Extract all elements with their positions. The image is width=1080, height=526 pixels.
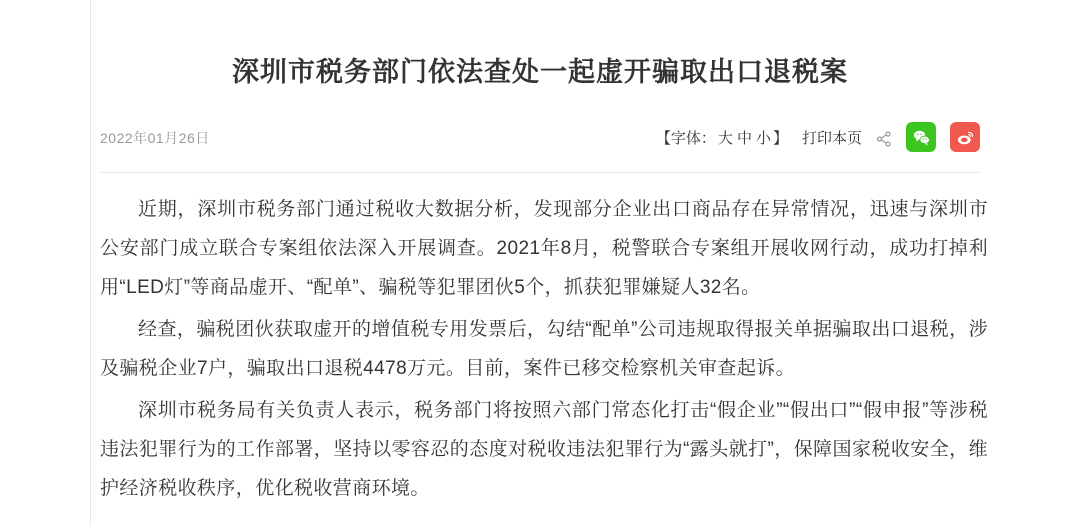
- font-size-close: 】: [772, 129, 788, 147]
- publish-date: 2022年01月26日: [100, 130, 210, 146]
- meta-actions: [656, 122, 980, 152]
- article-paragraph: 经查，骗税团伙获取虚开的增值税专用发票后，勾结“配单”公司违规取得报关单据骗取出口退税，涉及骗税企业7户，骗取出口退税4478万元。目前，案件已移交检察机关审查起诉。: [100, 319, 988, 379]
- font-size-label: 【字体：: [655, 129, 716, 147]
- wechat-icon[interactable]: [906, 122, 936, 152]
- article-body: [100, 190, 988, 511]
- font-size-medium[interactable]: 中: [736, 129, 752, 147]
- share-icon[interactable]: [876, 131, 892, 147]
- article-paragraph: 深圳市税务局有关负责人表示，税务部门将按照六部门常态化打击“假企业”“假出口”“假申报”等涉税违法犯罪行为的工作部署，坚持以零容忍的态度对税收违法犯罪行为“露头就打”，保障国家税收安全，维护经济税收秩序，优化税收营商环境。: [100, 400, 988, 499]
- weibo-icon[interactable]: [950, 122, 980, 152]
- article-paragraph: 近期，深圳市税务部门通过税收大数据分析，发现部分企业出口商品存在异常情况，迅速与深圳市公安部门成立联合专案组依法深入开展调查。2021年8月，税警联合专案组开展收网行动，成功打掉利用“LED灯”等商品虚开、“配单”、骗税等犯罪团伙5个，抓获犯罪嫌疑人32名。: [100, 199, 988, 298]
- page-title: 深圳市税务部门依法查处一起虚开骗取出口退税案: [232, 57, 848, 87]
- print-page-button[interactable]: 打印本页: [801, 129, 862, 147]
- meta-divider: [100, 172, 980, 173]
- article-meta-row: [90, 118, 990, 162]
- font-size-control: [656, 127, 788, 148]
- font-size-large[interactable]: 大: [717, 129, 733, 147]
- font-size-small[interactable]: 小: [755, 129, 771, 147]
